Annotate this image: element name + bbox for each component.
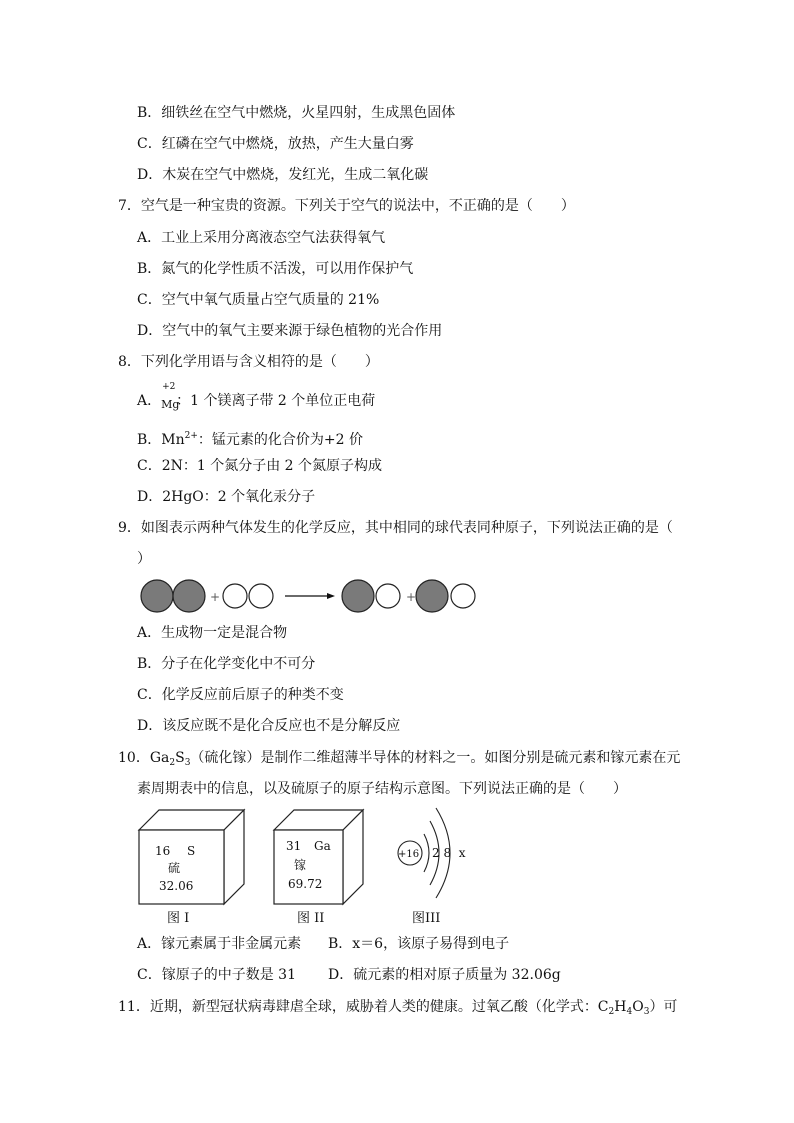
nuclear-charge: +16 <box>398 849 420 860</box>
q11-formula-h: H <box>614 999 627 1015</box>
q8-b-prefix: B．Mn <box>137 432 185 448</box>
q9-stem-line1: 9．如图表示两种气体发生的化学反应，其中相同的球代表同种原子，下列说法正确的是（ <box>118 520 673 536</box>
product-molecule-2 <box>416 580 475 612</box>
mg-element: Mg <box>161 398 180 411</box>
q8-b-sup: 2+ <box>184 431 198 441</box>
q10-sub: 3 <box>184 758 191 768</box>
q11-stem-text: 11．近期，新型冠状病毒肆虐全球，威胁着人类的健康。过氧乙酸（化学式：C <box>118 999 609 1015</box>
q10-option-c: C．镓原子的中子数是 31 <box>137 967 296 983</box>
atomic-number: 31 <box>286 839 302 853</box>
white-atom <box>376 584 400 608</box>
white-atom <box>451 584 475 608</box>
q11-sub: 2 <box>608 1007 615 1017</box>
reactant-white-molecule <box>223 584 273 608</box>
figure-caption: 图 II <box>297 911 325 926</box>
electron-shell-1 <box>424 834 429 872</box>
reaction-arrow <box>285 593 335 599</box>
q11-stem <box>118 998 677 1021</box>
q10-formula-s: S <box>175 750 185 766</box>
q10-stem-text: （硫化镓）是制作二维超薄半导体的材料之一。如图分别是硫元素和镓元素在元 <box>190 750 681 766</box>
atomic-number: 16 <box>155 844 171 858</box>
q9-option-d: D．该反应既不是化合反应也不是分解反应 <box>137 718 401 734</box>
q10-formula-ga: 10．Ga <box>118 750 170 766</box>
figure-caption: 图 I <box>167 911 190 926</box>
q11-stem-end: ）可 <box>649 999 678 1015</box>
q10-option-d: D．硫元素的相对原子质量为 32.06g <box>328 967 561 983</box>
reactant-gray-molecule <box>141 580 205 612</box>
reaction-diagram <box>130 575 490 617</box>
atomic-mass: 32.06 <box>159 879 194 893</box>
element-symbol: Ga <box>314 839 331 853</box>
element-symbol: S <box>187 844 196 858</box>
q8-b-text: ：锰元素的化合价为+2 价 <box>197 432 364 448</box>
q8-option-c: C．2N：1 个氮分子由 2 个氮原子构成 <box>137 458 383 474</box>
q6-option-b: B．细铁丝在空气中燃烧，火星四射，生成黑色固体 <box>137 105 456 121</box>
q9-option-b: B．分子在化学变化中不可分 <box>137 656 316 672</box>
q6-option-c: C．红磷在空气中燃烧，放热，产生大量白雾 <box>137 136 414 152</box>
q8-option-d: D．2HgO：2 个氧化汞分子 <box>137 489 316 505</box>
atomic-mass: 69.72 <box>288 877 323 891</box>
q8-a-prefix: A． <box>137 393 162 409</box>
q7-option-b: B．氮气的化学性质不活泼，可以用作保护气 <box>137 261 414 277</box>
q7-option-a: A．工业上采用分离液态空气法获得氧气 <box>137 230 386 246</box>
q7-option-d: D．空气中的氧气主要来源于绿色植物的光合作用 <box>137 323 443 339</box>
element-cube-gallium <box>273 808 383 928</box>
element-name: 硫 <box>168 861 181 875</box>
mg-valence-symbol <box>161 382 180 411</box>
product-molecule-1 <box>342 580 400 612</box>
gray-atom <box>342 580 374 612</box>
gray-atom <box>141 580 173 612</box>
mg-charge: +2 <box>162 382 176 392</box>
q10-stem-line1 <box>118 749 680 772</box>
q9-option-a: A．生成物一定是混合物 <box>137 625 288 641</box>
shell-electron-counts: 2 8 x <box>432 846 466 860</box>
gray-atom <box>173 580 205 612</box>
q11-formula-o: O <box>632 999 644 1015</box>
q10-stem-line2: 素周期表中的信息，以及硫原子的原子结构示意图。下列说法正确的是（ ） <box>137 781 627 797</box>
q9-stem-line2: ） <box>137 551 151 567</box>
q8-stem: 8．下列化学用语与含义相符的是（ ） <box>118 354 379 370</box>
gray-atom <box>416 580 448 612</box>
q8-a-text: ：1 个镁离子带 2 个单位正电荷 <box>176 393 376 409</box>
plus-sign: + <box>406 590 417 604</box>
plus-sign: + <box>210 590 221 604</box>
q7-option-c: C．空气中氧气质量占空气质量的 21% <box>137 292 380 308</box>
q10-sub: 2 <box>169 758 176 768</box>
element-cube-sulfur <box>138 808 248 928</box>
atom-structure-diagram <box>392 804 492 928</box>
q8-option-b <box>137 427 363 449</box>
q11-sub: 4 <box>626 1007 633 1017</box>
q7-stem: 7．空气是一种宝贵的资源。下列关于空气的说法中，不正确的是（ ） <box>118 198 575 214</box>
q11-sub: 3 <box>643 1007 650 1017</box>
q9-option-c: C．化学反应前后原子的种类不变 <box>137 687 344 703</box>
white-atom <box>223 584 247 608</box>
white-atom <box>249 584 273 608</box>
q10-option-a: A．镓元素属于非金属元素 <box>137 936 302 952</box>
figure-caption: 图III <box>412 911 441 926</box>
element-name: 镓 <box>294 858 307 872</box>
q6-option-d: D．木炭在空气中燃烧，发红光，生成二氧化碳 <box>137 167 429 183</box>
q8-option-a <box>137 382 376 411</box>
q10-option-b: B．x＝6，该原子易得到电子 <box>328 936 510 952</box>
